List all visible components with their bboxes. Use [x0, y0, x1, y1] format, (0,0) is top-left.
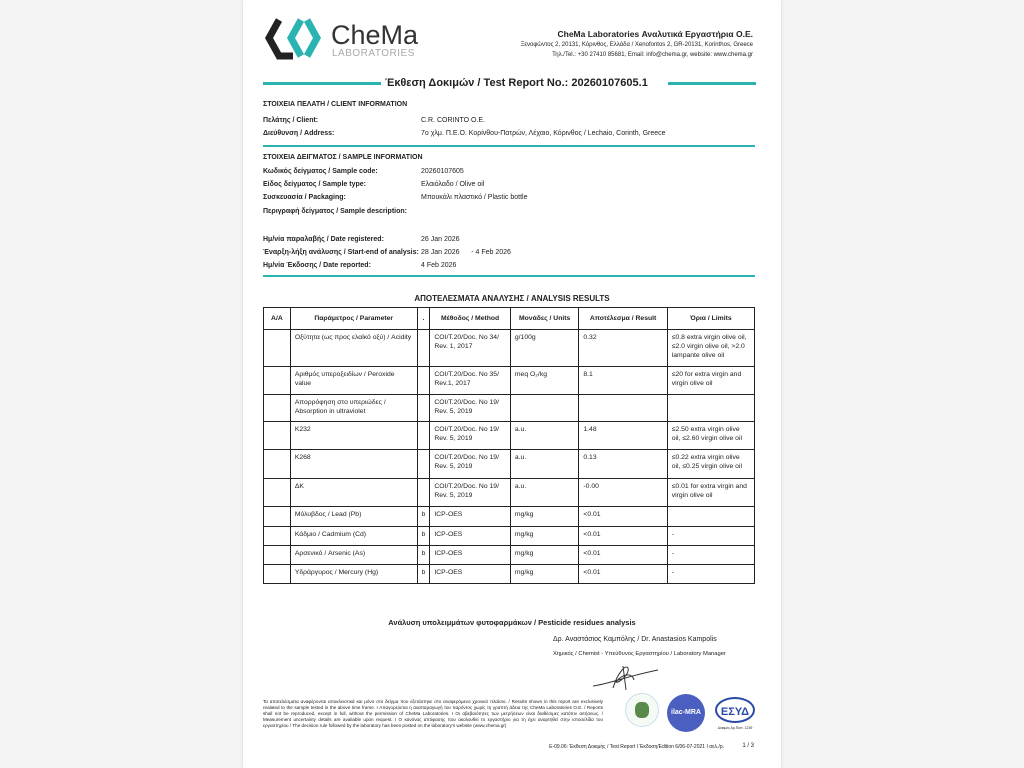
table-row: [264, 330, 755, 367]
table-cell: [417, 450, 430, 479]
signatory-name: Δρ. Αναστάσιος Καμπόλης / Dr. Anastasios Kampolis: [553, 636, 717, 643]
table-cell: b: [417, 546, 430, 565]
table-row: [264, 479, 755, 507]
table-cell: ≤2.50 extra virgin olive oil, ≤2.60 virgin olive oil: [667, 422, 754, 450]
packaging-label: Συσκευασία / Packaging:: [263, 194, 346, 201]
client-label: Πελάτης / Client:: [263, 117, 319, 124]
table-cell: K232: [290, 422, 417, 450]
table-cell: -: [667, 527, 754, 546]
disclaimer: Τα αποτελέσματα αναφέρονται αποκλειστικά και μόνο στο δείγμα που εξετάστηκε στο αναφερόμενο χρονικό πλαίσιο. / Results shown in this report are exclusively realated to the sample tested in the above time frame. I Απαγορεύεται η αναπαραγωγή του παρόντος χωρίς τη γραπτή άδεια της CheMa Laboratories O.E. / Reports shall not be reproduced, except in full, without the permission of CheMa Laboratories. I Οι αβεβαιότητες των μετρήσεων είναι διαθέσιμες κατόπιν αιτήσεως. / Measurement uncertainty details are available upon request. I O κανόνας απόφασης που ακολουθεί το εργαστήριο για τη έχει αναρτηθεί στην ιστοσελίδα του εργαστηρίου / The decision rule followed by the laboratory has been posted on the laboratory's website (www.chema.gr): [263, 699, 603, 728]
table-cell: ICP-OES: [430, 507, 511, 527]
logo-subtitle: LABORATORIES: [332, 48, 415, 59]
table-cell: g/100g: [510, 330, 579, 367]
col-header: Αποτέλεσμα / Result: [579, 308, 667, 330]
esyd-logo: ΕΣΥΔ: [715, 697, 755, 723]
table-cell: ICP-OES: [430, 565, 511, 584]
table-cell: -: [667, 565, 754, 584]
table-cell: [417, 395, 430, 422]
table-cell: [667, 395, 754, 422]
company-contact: Τηλ./Tel.: +30 27410 85681, Email: info@chema.gr, website: www.chema.gr: [552, 52, 753, 58]
company-address: Ξενοφώντος 2, 20131, Κόρινθος, Ελλάδα / Xenofontos 2, GR-20131, Korinthos, Greece: [520, 42, 753, 48]
table-cell: COI/T.20/Doc. No 19/ Rev. 5, 2019: [430, 395, 511, 422]
table-cell: [264, 546, 291, 565]
col-header: .: [417, 308, 430, 330]
table-cell: b: [417, 527, 430, 546]
sample-heading: ΣΤΟΙΧΕΙΑ ΔΕΙΓΜΑΤΟΣ / SAMPLE INFORMATION: [263, 154, 423, 161]
table-cell: ≤0.22 extra virgin olive oil, ≤0.25 virgin olive oil: [667, 450, 754, 479]
table-cell: [264, 450, 291, 479]
page-number: 1 / 3: [742, 743, 754, 749]
table-cell: 8.1: [579, 367, 667, 395]
sample-type-value: Ελαιόλαδο / Olive oil: [421, 181, 485, 188]
table-header: [264, 308, 755, 330]
table-cell: ICP-OES: [430, 527, 511, 546]
client-heading: ΣΤΟΙΧΕΙΑ ΠΕΛΑΤΗ / CLIENT INFORMATION: [263, 101, 408, 108]
table-cell: [264, 527, 291, 546]
packaging-value: Μπουκάλι πλαστικό / Plastic bottle: [421, 194, 528, 201]
description-label: Περιγραφή δείγματος / Sample description:: [263, 208, 407, 215]
table-cell: K268: [290, 450, 417, 479]
col-header: Α/Α: [264, 308, 291, 330]
results-heading: ΑΠΟΤΕΛΕΣΜΑΤΑ ΑΝΑΛΥΣΗΣ / ANALYSIS RESULTS: [414, 294, 610, 303]
table-cell: mg/kg: [510, 527, 579, 546]
table-cell: ≤0.01 for extra virgin and virgin olive oil: [667, 479, 754, 507]
table-cell: [264, 479, 291, 507]
title-rule-right: [668, 82, 756, 85]
table-cell: a.u.: [510, 479, 579, 507]
table-cell: COI/T.20/Doc. No 19/ Rev. 5, 2019: [430, 450, 511, 479]
table-cell: [579, 395, 667, 422]
col-header: Μέθοδος / Method: [430, 308, 511, 330]
table-cell: Κάδμιο / Cadmium (Cd): [290, 527, 417, 546]
table-cell: [264, 507, 291, 527]
table-cell: [417, 330, 430, 367]
table-cell: COI/T.20/Doc. No 19/ Rev. 5, 2019: [430, 479, 511, 507]
divider: [263, 275, 755, 277]
table-cell: meq O₂/kg: [510, 367, 579, 395]
table-cell: COI/T.20/Doc. No 19/ Rev. 5, 2019: [430, 422, 511, 450]
logo-mark-icon: [265, 16, 327, 60]
report-page: [243, 0, 781, 768]
address-value: 7ο χλμ. Π.Ε.Ο. Κορίνθου-Πατρών, Λέχαιο, Κόρινθος / Lechaio, Corinth, Greece: [421, 130, 666, 137]
table-cell: mg/kg: [510, 546, 579, 565]
table-row: [264, 422, 755, 450]
signatory-role: Χημικός / Chemist - Υπεύθυνος Εργαστηρίου / Laboratory Manager: [553, 651, 726, 657]
sample-type-label: Είδος δείγματος / Sample type:: [263, 181, 366, 188]
table-cell: mg/kg: [510, 507, 579, 527]
table-cell: 1.48: [579, 422, 667, 450]
date-registered-label: Ημ/νία παραλαβής / Date registered:: [263, 236, 384, 243]
table-cell: -0.00: [579, 479, 667, 507]
col-header: Μονάδες / Units: [510, 308, 579, 330]
logo-name: CheMa: [331, 20, 419, 50]
pesticide-heading: Ανάλυση υπολειμμάτων φυτοφαρμάκων / Pesticide residues analysis: [388, 618, 636, 627]
table-cell: a.u.: [510, 450, 579, 479]
table-cell: ICP-OES: [430, 546, 511, 565]
table-cell: [264, 395, 291, 422]
table-cell: Αριθμός υπεροξειδίων / Peroxide value: [290, 367, 417, 395]
divider: [263, 145, 755, 147]
date-reported-value: 4 Feb 2026: [421, 262, 457, 269]
table-cell: a.u.: [510, 422, 579, 450]
table-cell: b: [417, 507, 430, 527]
table-cell: [264, 565, 291, 584]
table-cell: Αρσενικό / Arsenic (As): [290, 546, 417, 565]
table-cell: Υδράργυρος / Mercury (Hg): [290, 565, 417, 584]
table-cell: <0.01: [579, 507, 667, 527]
table-cell: <0.01: [579, 527, 667, 546]
footer-doc: E-09.06: Έκθεση Δοκιμής / Test Report I Έκδοση/Edition 6/06-07-2021 I σελ./p.: [549, 744, 724, 750]
table-row: [264, 527, 755, 546]
company-name: CheMa Laboratories Αναλυτικά Εργαστήρια Ο.Ε.: [557, 29, 753, 39]
ilac-mra-logo: ilac-MRA: [667, 694, 705, 732]
date-registered-value: 26 Jan 2026: [421, 236, 460, 243]
table-cell: -: [667, 546, 754, 565]
table-cell: Μόλυβδος / Lead (Pb): [290, 507, 417, 527]
date-reported-label: Ημ/νία Έκδοσης / Date reported:: [263, 262, 371, 269]
table-cell: [417, 479, 430, 507]
client-value: C.R. CORINTO O.E.: [421, 117, 486, 124]
address-label: Διεύθυνση / Address:: [263, 130, 335, 137]
table-cell: <0.01: [579, 546, 667, 565]
analysis-period-label: Έναρξη-λήξη ανάλυσης / Start-end of analysis:: [263, 249, 419, 256]
sample-code-value: 20260107605: [421, 168, 464, 175]
table-cell: [264, 422, 291, 450]
table-cell: Απορρόφηση στο υπεριώδες / Absorption in ultraviolet: [290, 395, 417, 422]
table-cell: b: [417, 565, 430, 584]
table-row: [264, 450, 755, 479]
table-row: [264, 546, 755, 565]
title-rule-left: [263, 82, 381, 85]
table-row: [264, 395, 755, 422]
table-cell: COI/T.20/Doc. No 35/ Rev.1, 2017: [430, 367, 511, 395]
table-cell: [510, 395, 579, 422]
table-cell: [667, 507, 754, 527]
chema-logo: [265, 16, 425, 60]
table-cell: [417, 367, 430, 395]
table-cell: [417, 422, 430, 450]
table-cell: ΔK: [290, 479, 417, 507]
table-cell: 0.32: [579, 330, 667, 367]
results-table: [263, 307, 755, 584]
table-cell: ≤0.8 extra virgin olive oil, ≤2.0 virgin olive oil, >2.0 lampante olive oil: [667, 330, 754, 367]
esyd-cert: Δοκιμές Αρ.Πιστ. 1239: [717, 726, 753, 730]
col-header: Όρια / Limits: [667, 308, 754, 330]
table-cell: Οξύτητα (ως προς ελαϊκό οξύ) / Acidity: [290, 330, 417, 367]
table-row: [264, 507, 755, 527]
table-cell: mg/kg: [510, 565, 579, 584]
table-cell: 0.13: [579, 450, 667, 479]
col-header: Παράμετρος / Parameter: [290, 308, 417, 330]
table-row: [264, 565, 755, 584]
accreditation-seal-icon: [625, 693, 659, 727]
signature-image: [588, 662, 668, 692]
table-cell: [264, 330, 291, 367]
analysis-period-value: 28 Jan 2026 - 4 Feb 2026: [421, 249, 511, 256]
report-title: Έκθεση Δοκιμών / Test Report No.: 20260107605.1: [385, 77, 648, 89]
table-cell: COI/T.20/Doc. No 34/ Rev. 1, 2017: [430, 330, 511, 367]
table-cell: <0.01: [579, 565, 667, 584]
table-row: [264, 367, 755, 395]
table-cell: [264, 367, 291, 395]
sample-code-label: Κωδικός δείγματος / Sample code:: [263, 168, 378, 175]
table-cell: ≤20 for extra virgin and virgin olive oil: [667, 367, 754, 395]
